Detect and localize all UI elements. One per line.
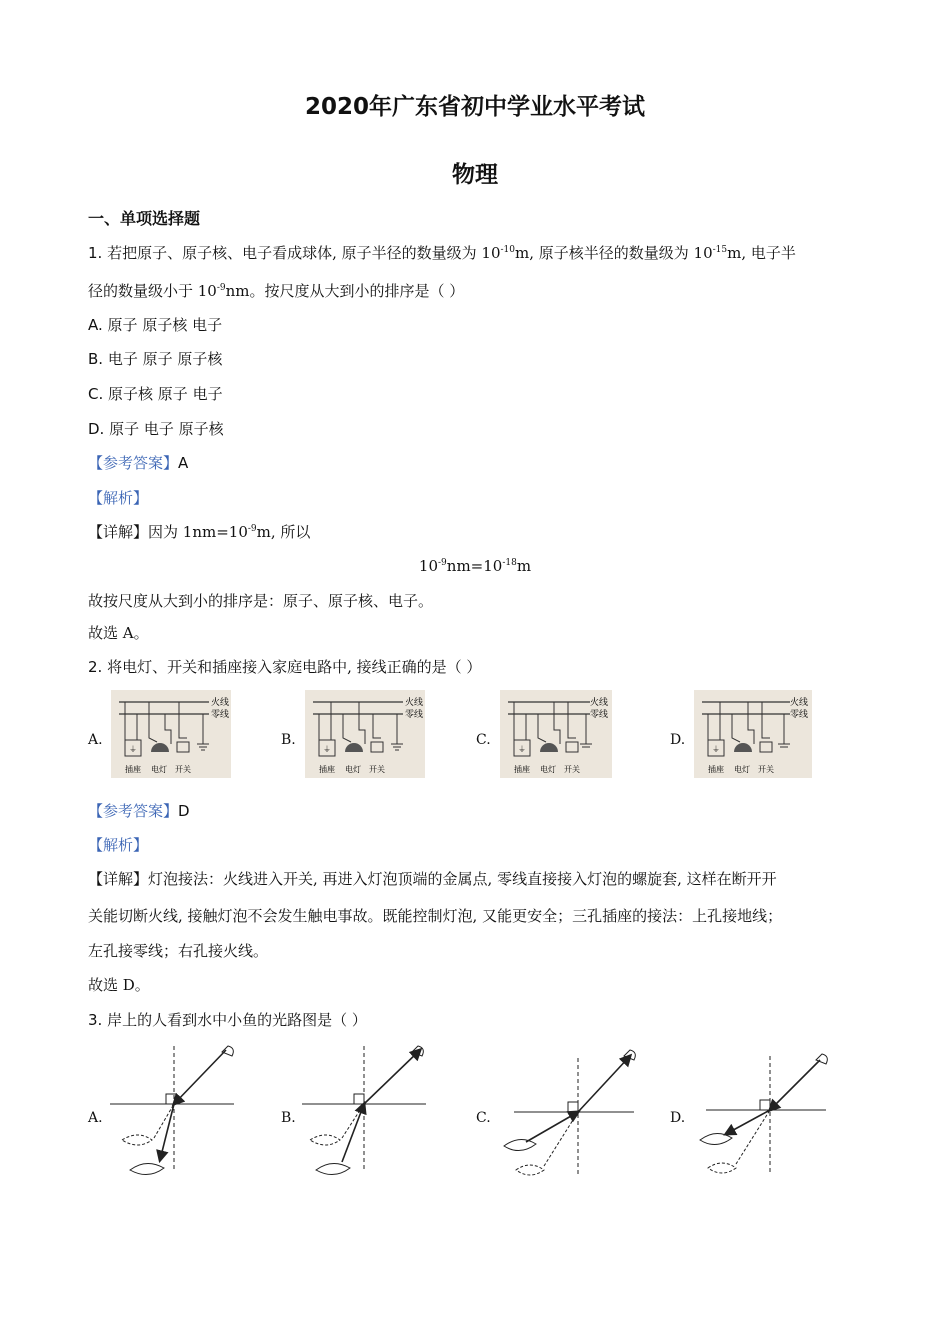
q2-detail-line3: 左孔接零线；右孔接火线。 [88, 942, 269, 960]
q2-detail-line1: 【详解】灯泡接法：火线进入开关, 再进入灯泡顶端的金属点, 零线直接接入灯泡的螺旋套, 这样在断开开 [88, 870, 777, 888]
q1-option-b: B. 电子 原子 原子核 [88, 350, 223, 368]
svg-text:⏚: ⏚ [323, 745, 331, 754]
svg-text:火线: 火线 [590, 698, 609, 708]
q1-choice: 故选 A。 [88, 624, 149, 642]
svg-text:⏚: ⏚ [712, 745, 720, 754]
svg-text:插座: 插座 [125, 765, 141, 774]
svg-text:电灯: 电灯 [345, 765, 361, 774]
section-heading: 一、单项选择题 [88, 209, 201, 228]
q1-option-c: C. 原子核 原子 电子 [88, 385, 223, 403]
q2-option-d-label: D. [670, 732, 686, 748]
svg-text:插座: 插座 [514, 765, 530, 774]
q3-diagram-d [692, 1046, 832, 1186]
svg-text:零线: 零线 [405, 710, 424, 720]
q3-option-b-label: B. [281, 1110, 296, 1126]
q2-answer: 【参考答案】D [88, 802, 190, 820]
q1-equation: $10^{-9}nm=10^{-18}m$ [418, 557, 532, 575]
q3-diagram-a [110, 1038, 250, 1178]
svg-text:电灯: 电灯 [151, 765, 167, 774]
q2-circuit-c [500, 690, 612, 778]
q3-stem: 3. 岸上的人看到水中小鱼的光路图是（ ） [88, 1011, 367, 1029]
subject-title: 物理 [452, 162, 498, 188]
svg-text:火线: 火线 [211, 698, 230, 708]
q2-circuit-a [111, 690, 231, 778]
q1-stem-line1: 1. 若把原子、原子核、电子看成球体, 原子半径的数量级为 $10^{-10}m$, 原子核半径的数量级为 $10^{-15}m$, 电子半 [88, 244, 796, 262]
q1-analysis-label: 【解析】 [88, 489, 149, 507]
q1-option-d: D. 原子 电子 原子核 [88, 420, 224, 438]
svg-text:开关: 开关 [758, 765, 774, 774]
q2-option-a-label: A. [88, 732, 103, 748]
q1-detail: 【详解】因为 $1nm=10^{-9}m$, 所以 [88, 523, 311, 541]
q1-conclusion: 故按尺度从大到小的排序是：原子、原子核、电子。 [88, 592, 434, 610]
page-title: 2020年广东省初中学业水平考试 [304, 94, 645, 120]
svg-text:插座: 插座 [708, 765, 724, 774]
q3-option-a-label: A. [88, 1110, 103, 1126]
svg-text:⏚: ⏚ [518, 745, 526, 754]
q3-diagram-b [302, 1038, 442, 1178]
q1-stem-line2: 径的数量级小于 $10^{-9}nm$。按尺度从大到小的排序是（ ） [88, 282, 465, 300]
q2-option-c-label: C. [476, 732, 491, 748]
q3-diagram-c [498, 1042, 638, 1182]
svg-text:⏚: ⏚ [129, 745, 137, 754]
svg-text:开关: 开关 [175, 765, 191, 774]
q2-choice: 故选 D。 [88, 976, 150, 994]
svg-text:开关: 开关 [564, 765, 580, 774]
q2-detail-line2: 关能切断火线, 接触灯泡不会发生触电事故。既能控制灯泡, 又能更安全；三孔插座的接法：上孔接地线； [88, 907, 783, 925]
q2-stem: 2. 将电灯、开关和插座接入家庭电路中, 接线正确的是（ ） [88, 658, 482, 676]
q3-option-c-label: C. [476, 1110, 491, 1126]
q1-number: 1. [88, 244, 103, 262]
svg-text:火线: 火线 [405, 698, 424, 708]
q2-option-b-label: B. [281, 732, 296, 748]
svg-text:零线: 零线 [790, 710, 809, 720]
svg-text:零线: 零线 [590, 710, 609, 720]
svg-text:零线: 零线 [211, 710, 230, 720]
q2-analysis-label: 【解析】 [88, 836, 149, 854]
svg-text:插座: 插座 [319, 765, 335, 774]
svg-text:电灯: 电灯 [734, 765, 750, 774]
q2-circuit-d [694, 690, 812, 778]
q2-circuit-b [305, 690, 425, 778]
svg-text:电灯: 电灯 [540, 765, 556, 774]
svg-text:开关: 开关 [369, 765, 385, 774]
q1-answer: 【参考答案】A [88, 454, 189, 472]
svg-text:火线: 火线 [790, 698, 809, 708]
q1-option-a: A. 原子 原子核 电子 [88, 316, 223, 334]
q3-option-d-label: D. [670, 1110, 686, 1126]
